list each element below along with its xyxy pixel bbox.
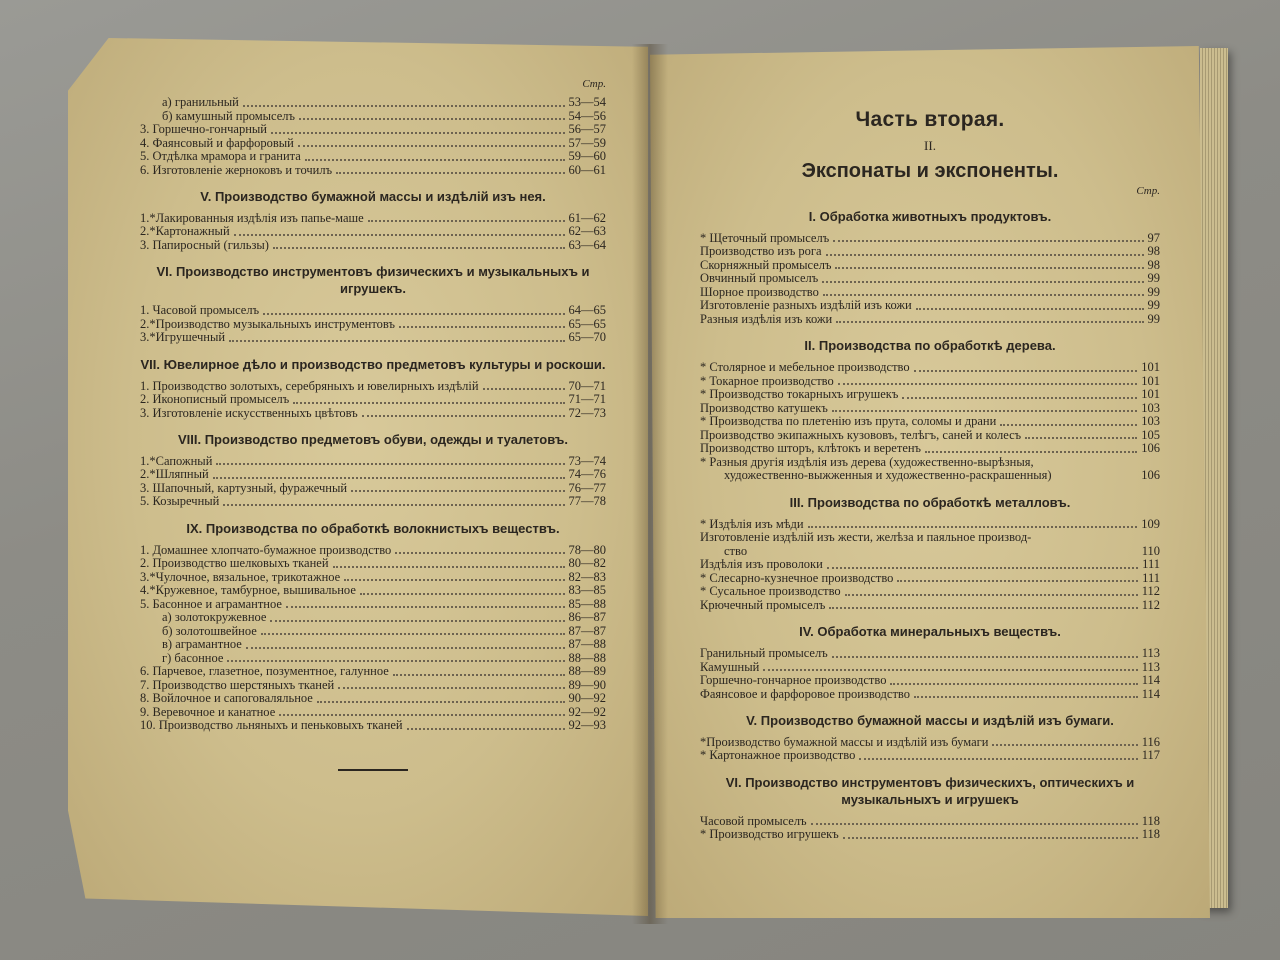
toc-entry-pages: 118 (1141, 813, 1160, 828)
toc-entry-pages: 77—78 (568, 494, 606, 509)
toc-entry-pages: 105 (1141, 427, 1160, 442)
toc-entry-pages: 92—92 (568, 704, 606, 719)
toc-entry-pages: 117 (1141, 748, 1160, 763)
toc-entry-label: 2.*Производство музыкальныхъ инструментовъ (140, 317, 395, 331)
leader-dots (229, 340, 564, 342)
toc-entry-pages: 74—76 (568, 467, 606, 482)
toc-entry-label: художественно-выжженныя и художественно-раскрашенныя) (724, 468, 1052, 483)
toc-entry-continuation (700, 469, 1160, 483)
toc-entry-label: * Токарное производство (700, 374, 834, 388)
toc-entry-label: Производство шторъ, клѣтокъ и веретенъ (700, 442, 922, 456)
toc-entry-label: 4. Фаянсовый и фарфоровый (140, 136, 294, 150)
leader-dots (832, 410, 1137, 412)
toc-entry-pages: 98 (1147, 257, 1160, 272)
toc-entry (700, 599, 1160, 613)
right-page-content (700, 78, 1160, 842)
toc-entry-pages: 97 (1147, 230, 1160, 245)
toc-entry-pages: 103 (1141, 414, 1160, 429)
leader-dots (763, 669, 1137, 671)
leader-dots (859, 758, 1137, 760)
page-column-label: Стр. (582, 78, 606, 90)
toc-entry-label: 6. Парчевое, глазетное, позументное, галунное (140, 665, 389, 679)
toc-entry-label: 1.*Сапожный (140, 454, 213, 468)
toc-entry-pages: 113 (1141, 646, 1160, 661)
leader-dots (393, 674, 565, 676)
section-heading: V. Производство бумажной массы и издѣлій изъ бумаги. (746, 713, 1114, 729)
toc-entry-label: Разныя издѣлія изъ кожи (700, 312, 833, 326)
toc-entry-label: Производство катушекъ (700, 401, 828, 415)
toc-entry-pages: 65—65 (568, 316, 606, 331)
toc-entry (140, 482, 606, 496)
toc-entry-label: Производство экипажныхъ кузововъ, телѣгъ, саней и колесъ (700, 428, 1022, 442)
toc-entry-label: Овчинный промыселъ (700, 272, 819, 286)
toc-entry-pages: 101 (1141, 360, 1160, 375)
leader-dots (902, 397, 1137, 399)
leader-dots (351, 490, 564, 492)
toc-entry (140, 123, 606, 137)
toc-entry (700, 749, 1160, 763)
toc-entry (700, 272, 1160, 286)
section-heading: VIII. Производство предметовъ обуви, одежды и туалетовъ. (177, 432, 568, 448)
toc-entry-label: 9. Веревочное и канатное (140, 705, 276, 719)
toc-entry (700, 736, 1160, 750)
toc-entry-label: 6. Изготовленіе жерноковъ и точилъ (140, 163, 333, 177)
leader-dots (317, 701, 565, 703)
part-number: II. (924, 138, 936, 153)
toc-entry (700, 661, 1160, 675)
toc-entry (700, 828, 1160, 842)
toc-entry-pages: 90—92 (568, 691, 606, 706)
toc-entry-pages: 60—61 (568, 162, 606, 177)
toc-entry-pages: 103 (1141, 400, 1160, 415)
section-heading: III. Производства по обработкѣ металловъ. (789, 494, 1071, 510)
toc-entry (700, 286, 1160, 300)
toc-entry (140, 706, 606, 720)
leader-dots (368, 220, 565, 222)
section-heading: V. Производство бумажной массы и издѣлій изъ нея. (200, 189, 546, 204)
toc-entry-label: 3. Изготовленіе искусственныхъ цвѣтовъ (140, 406, 358, 420)
toc-entry (140, 571, 606, 585)
toc-entry-label: 2. Производство шелковыхъ тканей (140, 557, 329, 571)
toc-entry (700, 688, 1160, 702)
toc-entry-label: г) басонное (162, 651, 224, 665)
toc-entry-pages: 88—89 (568, 664, 606, 679)
leader-dots (845, 594, 1138, 596)
toc-entry-label: * Столярное и мебельное производство (700, 361, 910, 375)
leader-dots (897, 580, 1138, 582)
leader-dots (263, 313, 564, 315)
toc-entry (700, 531, 1160, 558)
toc-entry-pages: 62—63 (568, 224, 606, 239)
toc-entry-pages: 86—87 (568, 610, 606, 625)
section-heading: I. Обработка животныхъ продуктовъ. (808, 209, 1052, 224)
toc-entry-pages: 64—65 (568, 303, 606, 318)
toc-entry-label: 3.*Игрушечный (140, 331, 226, 345)
toc-entry-pages: 99 (1147, 284, 1160, 299)
toc-entry (140, 239, 606, 253)
toc-entry (140, 137, 606, 151)
toc-entry-pages: 88—88 (568, 650, 606, 665)
toc-entry-label: * Производства по плетенію изъ прута, соломы и драни (700, 415, 997, 429)
toc-list (140, 96, 606, 177)
book-spine (632, 44, 668, 924)
leader-dots (925, 451, 1137, 453)
toc-entry-label: б) камушный промыселъ (162, 109, 295, 123)
toc-entry (140, 212, 606, 226)
toc-entry (700, 585, 1160, 599)
leader-dots (890, 683, 1137, 685)
toc-entry-label: Изготовленіе издѣлій изъ жести, желѣза и паяльное производ- (700, 530, 1032, 545)
toc-entry (140, 679, 606, 693)
leader-dots (1025, 437, 1137, 439)
toc-entry-label: 1.*Лакированныя издѣлія изъ папье-маше (140, 211, 364, 225)
leader-dots (360, 593, 565, 595)
toc-entry-pages: 63—64 (568, 237, 606, 252)
toc-entry (140, 225, 606, 239)
toc-entry-label: а) золотокружевное (162, 611, 267, 625)
leader-dots (832, 656, 1138, 658)
toc-entry (140, 598, 606, 612)
toc-entry-label: ство (724, 543, 748, 558)
section-heading: II. Производства по обработкѣ дерева. (804, 338, 1056, 354)
leader-dots (1000, 424, 1137, 426)
toc-entry-pages: 109 (1141, 516, 1160, 531)
toc-entry-label: Гранильный промыселъ (700, 647, 828, 661)
toc-entry-label: 3.*Чулочное, вязальное, трикотажное (140, 570, 341, 584)
toc-entry-pages: 98 (1147, 244, 1160, 259)
leader-dots (835, 267, 1143, 269)
part-subtitle: Экспонаты и экспоненты. (801, 160, 1059, 182)
toc-entry-pages: 101 (1141, 373, 1160, 388)
leader-dots (914, 696, 1138, 698)
toc-entry-pages: 57—59 (568, 135, 606, 150)
toc-entry (140, 557, 606, 571)
toc-entry (140, 625, 606, 639)
leader-dots (227, 660, 564, 662)
toc-entry-pages: 73—74 (568, 453, 606, 468)
section-heading: IV. Обработка минеральныхъ веществъ. (799, 624, 1061, 640)
toc-entry (140, 380, 606, 394)
toc-entry-label: 8. Войлочное и сапоговаляльное (140, 692, 313, 706)
toc-entry-pages: 61—62 (568, 210, 606, 225)
toc-entry-pages: 54—56 (568, 108, 606, 123)
toc-entry-label: 4.*Кружевное, тамбурное, вышивальное (140, 584, 356, 598)
toc-entry-label: Часовой промыселъ (700, 814, 807, 828)
page-column-label: Стр. (1136, 185, 1160, 197)
leader-dots (286, 606, 565, 608)
toc-entry-pages: 99 (1147, 311, 1160, 326)
leader-dots (243, 105, 565, 107)
toc-entry-pages: 114 (1141, 686, 1160, 701)
toc-entry-pages: 71—71 (568, 392, 606, 407)
toc-entry-pages: 92—93 (568, 718, 606, 733)
toc-entry (140, 544, 606, 558)
leader-dots (338, 687, 564, 689)
toc-entry-pages: 106 (1141, 441, 1160, 456)
toc-entry (700, 572, 1160, 586)
toc-entry-label: Изготовленіе разныхъ издѣлій изъ кожи (700, 299, 912, 313)
toc-entry (700, 815, 1160, 829)
toc-entry (140, 665, 606, 679)
toc-entry-label: Крючечный промыселъ (700, 598, 826, 612)
toc-entry (700, 313, 1160, 327)
toc-entry (140, 331, 606, 345)
leader-dots (914, 370, 1138, 372)
toc-entry-pages: 80—82 (568, 556, 606, 571)
toc-entry-label: 5. Отдѣлка мрамора и гранита (140, 150, 301, 163)
toc-entry-label: Горшечно-гончарное производство (700, 674, 887, 688)
leader-dots (399, 326, 565, 328)
toc-entry (700, 259, 1160, 273)
toc-entry (700, 518, 1160, 532)
leader-dots (407, 728, 565, 730)
toc-entry-label: * Щеточный промыселъ (700, 231, 830, 245)
toc-entry-label: 2.*Картонажный (140, 225, 230, 239)
toc-entry (140, 495, 606, 509)
toc-entry (700, 402, 1160, 416)
toc-entry-label: Скорняжный промыселъ (700, 258, 832, 272)
toc-entry-label: б) золотошвейное (162, 624, 257, 638)
leader-dots (811, 823, 1138, 825)
toc-sections (700, 209, 1160, 842)
leader-dots (271, 132, 565, 134)
leader-dots (838, 383, 1138, 385)
toc-entry-pages: 114 (1141, 673, 1160, 688)
toc-entry-pages: 111 (1142, 570, 1160, 585)
toc-entry-pages: 78—80 (568, 542, 606, 557)
toc-entry-label: Шорное производство (700, 285, 819, 299)
toc-entry (140, 638, 606, 652)
toc-entry (140, 652, 606, 666)
toc-entry (700, 361, 1160, 375)
section-heading: VI. Производство инструментовъ физическихъ, оптическихъ и музыкальныхъ и игрушекъ (725, 774, 1135, 807)
toc-entry-label: * Разныя другія издѣлія изъ дерева (художественно-вырѣзныя, (700, 454, 1034, 469)
toc-entry-pages: 72—73 (568, 405, 606, 420)
toc-entry-label: *Производство бумажной массы и издѣлій изъ бумаги (700, 735, 989, 749)
toc-entry (140, 468, 606, 482)
leader-dots (833, 240, 1143, 242)
toc-entry-pages: 76—77 (568, 480, 606, 495)
toc-entry (140, 318, 606, 332)
toc-entry-label: а) гранильный (162, 96, 239, 109)
toc-entry-label: 3. Папиросный (гильзы) (140, 238, 269, 252)
toc-entry-pages: 116 (1141, 734, 1160, 749)
leader-dots (826, 254, 1144, 256)
leader-dots (823, 294, 1144, 296)
toc-entry-label: 5. Козыречный (140, 495, 220, 509)
toc-entry-label: * Сусальное производство (700, 585, 841, 599)
toc-entry (140, 407, 606, 421)
leader-dots (336, 172, 564, 174)
toc-sections (140, 189, 606, 733)
toc-entry (700, 232, 1160, 246)
toc-entry-pages: 83—85 (568, 583, 606, 598)
toc-entry-label: * Производство игрушекъ (700, 828, 839, 842)
leader-dots (362, 415, 565, 417)
toc-entry-label: 7. Производство шерстяныхъ тканей (140, 678, 335, 692)
leader-dots (261, 633, 565, 635)
section-heading: VII. Ювелирное дѣло и производство предметовъ культуры и роскоши. (140, 356, 606, 372)
toc-entry-label: * Издѣлія изъ мѣди (700, 517, 804, 531)
leader-dots (293, 402, 564, 404)
toc-entry-label: 3. Горшечно-гончарный (140, 123, 267, 136)
toc-entry (700, 442, 1160, 456)
toc-entry-continuation (700, 545, 1160, 559)
toc-entry-label: 5. Басонное и аграмантное (140, 597, 282, 611)
toc-entry (700, 558, 1160, 572)
leader-dots (483, 388, 565, 390)
toc-entry-label: Фаянсовое и фарфоровое производство (700, 687, 910, 701)
toc-entry-pages: 99 (1147, 271, 1160, 286)
toc-entry-pages: 113 (1141, 659, 1160, 674)
toc-entry (140, 96, 606, 110)
section-heading: VI. Производство инструментовъ физическихъ и музыкальныхъ и игрушекъ. (156, 264, 590, 297)
leader-dots (822, 281, 1143, 283)
toc-entry-pages: 65—70 (568, 330, 606, 345)
toc-entry-pages: 87—88 (568, 637, 606, 652)
toc-entry-label: * Слесарно-кузнечное производство (700, 571, 894, 585)
toc-entry-pages: 70—71 (568, 378, 606, 393)
leader-dots (395, 552, 564, 554)
toc-entry-pages: 118 (1141, 827, 1160, 842)
toc-entry (700, 456, 1160, 483)
toc-entry-pages: 111 (1142, 557, 1160, 572)
leader-dots (298, 145, 565, 147)
toc-entry-pages: 112 (1141, 597, 1160, 612)
toc-entry-pages: 82—83 (568, 569, 606, 584)
toc-entry-pages: 99 (1147, 298, 1160, 313)
toc-entry (700, 674, 1160, 688)
toc-entry (140, 611, 606, 625)
toc-entry-pages: 87—87 (568, 623, 606, 638)
leader-dots (827, 567, 1138, 569)
toc-entry-label: 2.*Шляпный (140, 468, 209, 482)
leader-dots (279, 714, 564, 716)
leader-dots (333, 566, 565, 568)
toc-entry (700, 299, 1160, 313)
leader-dots (216, 463, 564, 465)
toc-entry (140, 150, 606, 164)
toc-entry (700, 415, 1160, 429)
toc-entry-pages: 59—60 (568, 149, 606, 163)
leader-dots (270, 620, 564, 622)
toc-entry (140, 393, 606, 407)
leader-dots (305, 159, 565, 161)
toc-entry (700, 375, 1160, 389)
toc-entry (140, 455, 606, 469)
leader-dots (836, 321, 1143, 323)
toc-entry-pages: 110 (1141, 543, 1160, 558)
part-title: Часть вторая. (855, 108, 1005, 131)
toc-entry-label: 1. Часовой промыселъ (140, 304, 260, 318)
leader-dots (246, 647, 565, 649)
toc-entry (140, 110, 606, 124)
leader-dots (992, 744, 1137, 746)
toc-entry (140, 304, 606, 318)
leader-dots (273, 247, 565, 249)
leader-dots (843, 837, 1138, 839)
toc-entry-label: * Производство токарныхъ игрушекъ (700, 388, 899, 402)
toc-entry (700, 388, 1160, 402)
leader-dots (213, 477, 565, 479)
toc-entry (700, 429, 1160, 443)
toc-entry-label: 3. Шапочный, картузный, фуражечный (140, 481, 348, 495)
toc-entry-pages: 101 (1141, 387, 1160, 402)
toc-entry-pages: 85—88 (568, 596, 606, 611)
left-page-content (140, 78, 606, 771)
leader-dots (223, 504, 564, 506)
leader-dots (916, 308, 1144, 310)
toc-entry-label: 1. Домашнее хлопчато-бумажное производство (140, 543, 392, 557)
toc-entry (140, 719, 606, 733)
toc-entry-pages: 53—54 (568, 95, 606, 109)
leader-dots (829, 607, 1137, 609)
toc-entry-label: Камушный (700, 660, 760, 674)
leader-dots (299, 118, 565, 120)
toc-entry (700, 245, 1160, 259)
leader-dots (808, 526, 1138, 528)
toc-entry (140, 584, 606, 598)
toc-entry-label: 10. Производство льняныхъ и пеньковыхъ тканей (140, 719, 403, 733)
leader-dots (344, 579, 564, 581)
toc-entry-pages: 89—90 (568, 677, 606, 692)
toc-entry-pages: 112 (1141, 584, 1160, 599)
end-rule (338, 769, 408, 771)
section-heading: IX. Производства по обработкѣ волокнистыхъ веществъ. (186, 520, 560, 536)
toc-entry-label: 1. Производство золотыхъ, серебряныхъ и ювелирныхъ издѣлій (140, 379, 479, 393)
toc-entry (700, 647, 1160, 661)
toc-entry-label: Производство изъ рога (700, 245, 822, 259)
leader-dots (234, 234, 565, 236)
toc-entry-pages: 56—57 (568, 122, 606, 136)
toc-entry-label: * Картонажное производство (700, 749, 856, 763)
toc-entry-label: 2. Иконописный промыселъ (140, 393, 290, 407)
toc-entry (140, 692, 606, 706)
toc-entry (140, 164, 606, 178)
toc-entry-label: Издѣлія изъ проволоки (700, 558, 823, 572)
toc-entry-label: в) аграмантное (162, 638, 242, 652)
toc-entry-pages: 106 (1141, 468, 1160, 483)
